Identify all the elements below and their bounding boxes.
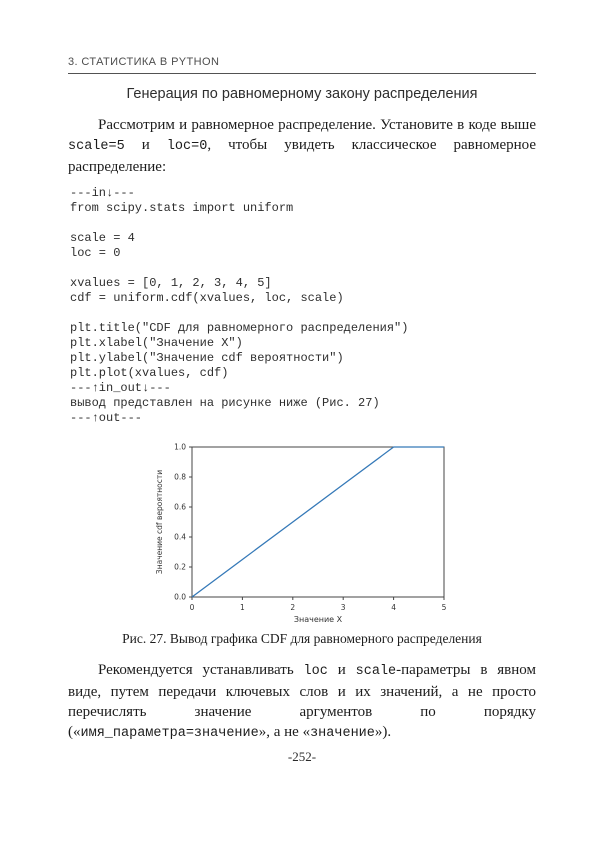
x-tick-label: 5 [441,603,447,612]
text-segment: Рассмотрим и равномерное распределение. Установите в коде выше [98,117,536,133]
section-title: Генерация по равномерному закону распределения [126,86,478,102]
code-line: xvalues = [0, 1, 2, 3, 4, 5] [70,276,272,290]
x-tick-label: 2 [290,603,296,612]
code-line: plt.xlabel("Значение X") [70,336,243,350]
code-line: ---in↓--- [70,186,135,200]
code-line: plt.title("CDF для равномерного распределения") [70,321,409,335]
code-line: ---↑in_out↓--- [70,381,171,395]
inline-code: scale=5 [68,139,125,154]
y-tick-label: 0.4 [174,532,186,542]
x-tick-label: 0 [189,603,195,612]
intro-paragraph [68,115,536,177]
x-tick-label: 1 [240,603,245,612]
closing-paragraph [68,660,536,744]
code-line [70,216,536,231]
x-axis-label: Значение X [293,615,343,624]
text-segment: »). [374,724,392,740]
inline-code: loc [303,664,328,679]
code-line: plt.plot(xvalues, cdf) [70,366,229,380]
code-line: scale = 4 [70,231,135,245]
code-line: loc = 0 [70,246,121,260]
page-number: -252- [287,749,317,764]
running-header: 3. СТАТИСТИКА В PYTHON [68,56,536,74]
inline-code: значение [310,726,375,741]
y-tick-label: 1.0 [174,442,186,452]
code-line: plt.ylabel("Значение cdf вероятности") [70,351,344,365]
x-tick-label: 4 [391,603,396,612]
code-line: вывод представлен на рисунке ниже (Рис. 27) [70,396,380,410]
text-segment: », а не « [258,724,311,740]
y-tick-label: 0.8 [174,472,186,482]
text-segment: -параметры в явном виде, путем передачи ключевых слов и их значений, а не просто перечислять значение аргументов по порядку (« [68,662,537,740]
code-line: cdf = uniform.cdf(xvalues, loc, scale) [70,291,344,305]
inline-code: имя_параметра=значение [80,726,259,741]
axis-box [192,447,444,597]
inline-code: scale [355,664,397,679]
text-segment: и [327,662,356,678]
text-segment: и [124,137,167,153]
code-line [70,306,536,321]
text-segment: , чтобы увидеть классическое равномерное распределение: [68,137,537,175]
cdf-line [192,447,444,597]
cdf-line-chart [152,439,452,624]
cdf-figure [68,439,536,647]
y-axis-label: Значение cdf вероятности [155,469,164,575]
y-tick-label: 0.6 [174,502,186,512]
inline-code: loc=0 [166,139,208,154]
code-block [70,186,536,426]
code-line [70,261,536,276]
code-line: from scipy.stats import uniform [70,201,294,215]
figure-caption: Рис. 27. Вывод графика CDF для равномерного распределения [122,631,482,646]
text-segment: Рекомендуется устанавливать [98,662,304,678]
y-tick-label: 0.0 [174,592,186,602]
y-tick-label: 0.2 [174,562,186,572]
code-line: ---↑out--- [70,411,143,425]
x-tick-label: 3 [340,603,346,612]
